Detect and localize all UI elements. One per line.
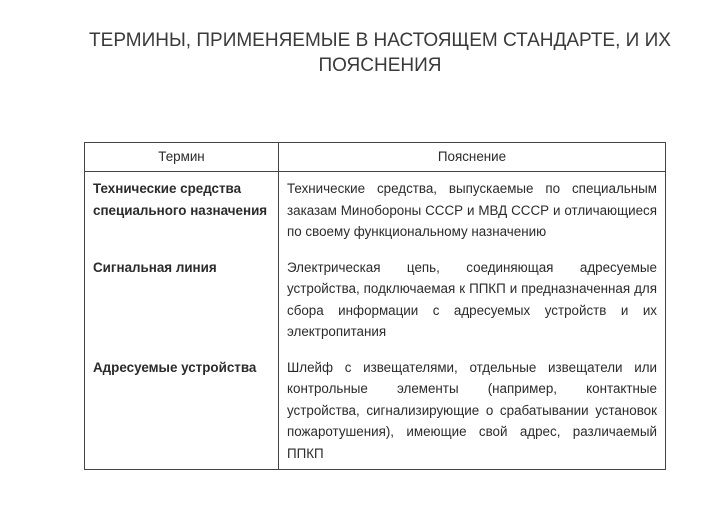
terms-table xyxy=(84,142,666,470)
explanation-cell: Шлейф с извещателями, отдельные извещатели или контрольные элементы (например, контактные устройства, сигнализирующие о срабатывании установок пожаротушения), имеющие свой адрес, различаемый ППКП xyxy=(279,351,666,470)
table-row xyxy=(85,172,666,251)
term-cell: Адресуемые устройства xyxy=(85,351,279,470)
table-header-row xyxy=(85,143,666,172)
table-row xyxy=(85,351,666,470)
column-header-explanation: Пояснение xyxy=(279,143,666,172)
explanation-cell: Технические средства, выпускаемые по специальным заказам Минобороны СССР и МВД СССР и отличающиеся по своему функциональному назначению xyxy=(279,172,666,251)
column-header-term: Термин xyxy=(85,143,279,172)
page-title: ТЕРМИНЫ, ПРИМЕНЯЕМЫЕ В НАСТОЯЩЕМ СТАНДАРТЕ, И ИХ ПОЯСНЕНИЯ xyxy=(89,30,671,76)
term-cell: Сигнальная линия xyxy=(85,251,279,351)
table-row xyxy=(85,251,666,351)
explanation-cell: Электрическая цепь, соединяющая адресуемые устройства, подключаемая к ППКП и предназначенная для сбора информации с адресуемых устройств и их электропитания xyxy=(279,251,666,351)
term-cell: Технические средства специального назначения xyxy=(85,172,279,251)
